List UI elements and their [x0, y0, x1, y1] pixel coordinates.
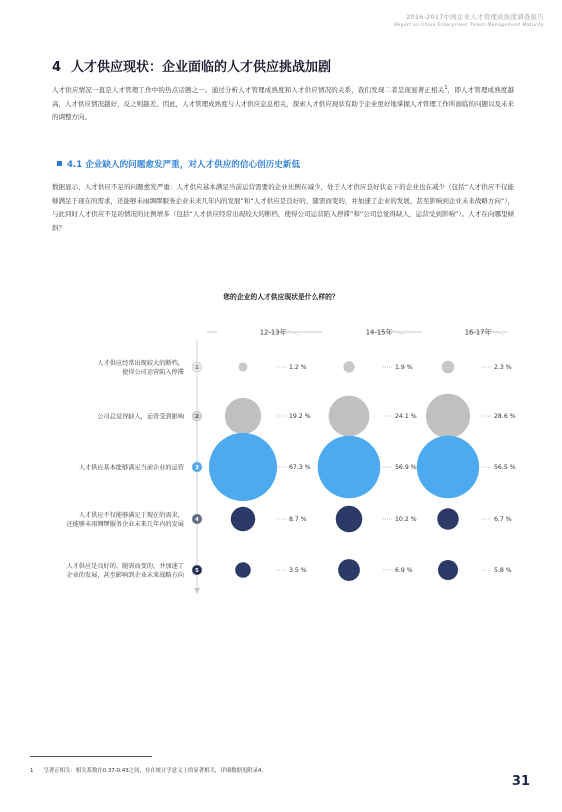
- column-header-3: 16-17年: [464, 328, 492, 337]
- report-title: 2016-2017中国企业人才管理成熟度调查报告: [406, 13, 544, 21]
- value-label: 6.7 %: [494, 516, 512, 524]
- value-label: 56.5 %: [494, 464, 516, 472]
- footnote: [30, 766, 267, 774]
- value-label: 2.3 %: [494, 364, 512, 372]
- row-label: 还能够未雨绸缪服务企业未来几年内的发展: [66, 520, 184, 528]
- bubble: [417, 436, 479, 498]
- value-label: 6.9 %: [395, 567, 413, 575]
- value-label: 3.5 %: [289, 567, 307, 575]
- footnote-text: 呈著正相关：相关系数在0.37-0.43之间，存在统计学意义上的显著相关，详细数据见附录4。: [43, 768, 267, 774]
- row-label: 使得公司运营陷入停滞: [122, 368, 184, 376]
- bubble: [336, 506, 363, 533]
- bubble: [343, 361, 354, 372]
- value-label: 5.8 %: [494, 567, 512, 575]
- row-marker-number: 1: [195, 365, 199, 372]
- page-number: 31: [511, 774, 530, 789]
- bubble: [438, 560, 458, 580]
- chart-title: 您的企业的人才供应现状是什么样的？: [223, 293, 339, 301]
- bubble: [235, 562, 251, 578]
- value-label: 8.7 %: [289, 516, 307, 524]
- intro-text-a: 人才供应情况一直是人才管理工作中的热点话题之一。通过分析人才管理成熟度和人才供应情况的关系，我们发现二者呈现显著正相关: [52, 86, 445, 95]
- subsection-title: 4.1 企业缺人的问题愈发严重，对人才供应的信心创历史新低: [67, 160, 301, 170]
- bubble: [426, 394, 470, 438]
- section-title: 人才供应现状：企业面临的人才供应挑战加剧: [71, 60, 332, 75]
- bubble: [329, 396, 370, 437]
- bubble: [338, 559, 360, 581]
- axis-arrow-icon: [194, 588, 200, 594]
- row-marker-number: 5: [195, 568, 199, 575]
- row-label: 公司总觉得缺人，运营受到影响: [97, 413, 184, 421]
- value-label: 56.9 %: [395, 464, 417, 472]
- row-label: 人才供应不仅能够满足于现在的需求，: [78, 511, 184, 519]
- row-marker-number: 3: [195, 465, 199, 472]
- column-header-2: 14-15年: [365, 328, 393, 337]
- value-label: 28.6 %: [494, 413, 516, 421]
- value-label: 10.2 %: [395, 516, 417, 524]
- section-number: 4: [52, 60, 62, 75]
- bubble: [225, 398, 261, 434]
- row-marker-number: 2: [195, 414, 199, 421]
- bubble: [231, 507, 255, 531]
- value-label: 1.2 %: [289, 364, 307, 372]
- subsection-paragraph: 数据显示，人才供应不足的问题愈发严重：人才供应基本满足当前运营需要的企业比例在减少，处于人才供应良好状态下的企业也在减少（包括“人才供应不仅能够满足于现在的需求，还能够未雨绸缪服务企业未来几年内的发展”和“人才供应是良好的、随需而变的，并加速了企业的发展，甚至影响到企业未来战略方向”），与此同时人才供应不足的情况的比例增多（包括“人才供应经常出现较大的断档，使得公司运营陷入停滞”和“公司总觉得缺人，运营受到影响”）。人才在向哪里倾斜？: [52, 183, 514, 232]
- value-label: 24.1 %: [395, 413, 417, 421]
- row-label: 企业的发展，甚至影响到企业未来战略方向: [66, 571, 184, 579]
- footnote-number: 1: [30, 768, 34, 774]
- intro-text-b: ，即人才管理成熟度越高，人才供应情况越好，反之则越差。因此，人才管理成熟度与人才供应息息相关，探索人才供应现状有助于企业更好地掌握人才管理工作所面临的问题以及未来的调整方向。: [52, 86, 515, 122]
- report-subtitle: Report on China Enterprises' Talent Management Maturity: [394, 23, 544, 28]
- row-label: 人才供应是良好的、随需而变的，并加速了: [66, 562, 184, 570]
- footnote-divider: [30, 756, 152, 757]
- footnote-ref: 1: [444, 85, 448, 91]
- value-label: 1.9 %: [395, 364, 413, 372]
- bubble: [209, 433, 277, 501]
- value-label: 67.3 %: [289, 464, 311, 472]
- row-label: 人才供应经常出现较大的断档，: [97, 359, 184, 367]
- row-marker-number: 4: [195, 517, 199, 524]
- column-header-1: 12-13年: [259, 328, 287, 337]
- bubble: [238, 362, 247, 371]
- value-label: 19.2 %: [289, 413, 311, 421]
- bubble: [437, 508, 458, 529]
- row-label: 人才供应基本能够满足当前企业的运营: [78, 464, 184, 472]
- bubble: [442, 361, 455, 374]
- bubble: [318, 436, 381, 499]
